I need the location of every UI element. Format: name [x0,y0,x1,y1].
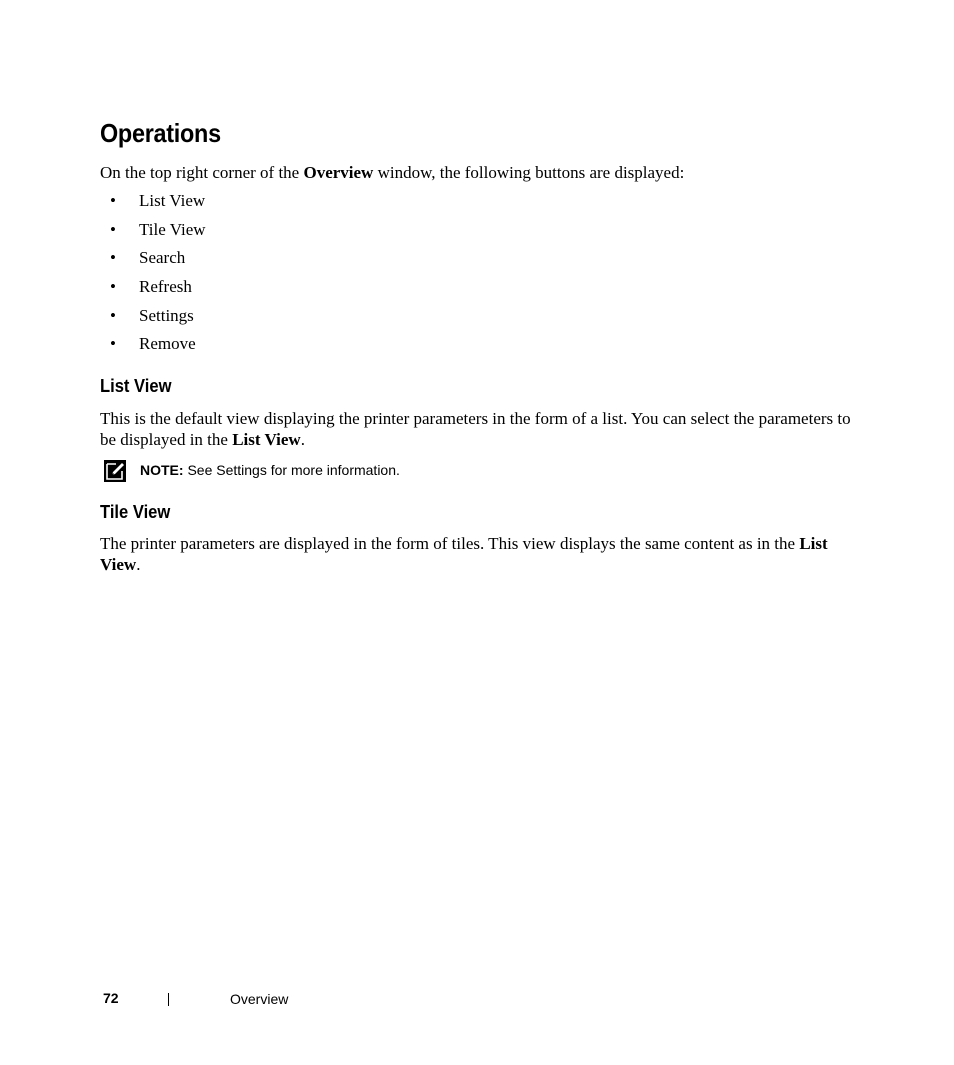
page-title: Operations [100,118,221,148]
intro-text-bold: Overview [303,163,374,182]
list-view-paragraph [100,408,860,450]
list-item-label: List View [139,191,206,210]
section-heading-list-view: List View [100,376,172,396]
button-list [100,190,206,362]
note-text [140,461,400,479]
intro-text-before: On the top right corner of the [100,163,304,182]
tile-view-text-after: . [136,555,141,574]
list-item-label: Search [139,248,186,268]
section-heading-tile-view: Tile View [100,502,171,522]
list-view-text-after: . [300,430,305,449]
list-item [100,247,206,276]
list-item [100,190,206,219]
footer-divider [168,993,169,1006]
intro-text-after: window, the following buttons are displayed: [373,163,685,182]
note-body: See Settings for more information. [183,462,400,478]
bullet-marker: • [110,305,116,325]
list-item-label: Settings [139,305,194,325]
list-item [100,276,206,305]
list-item [100,333,206,362]
tile-view-paragraph [100,533,870,575]
list-item-label: Remove [139,334,196,354]
list-item [100,219,206,248]
page-number: 72 [103,990,119,1006]
tile-view-text-before: The printer parameters are displayed in the form of tiles. This view displays the same content as in the [100,534,800,553]
bullet-marker: • [110,334,116,354]
tile-view-text-bold: List View [100,534,828,574]
bullet-marker: • [110,219,116,239]
list-item-label: Refresh [139,277,192,297]
list-view-text-before: This is the default view displaying the printer parameters in the form of a list. You can select the parameters to be displayed in the [100,409,851,449]
intro-paragraph [100,162,684,183]
bullet-marker: • [110,191,116,210]
bullet-marker: • [110,277,116,297]
bullet-marker: • [110,248,116,268]
pencil-note-icon [104,460,126,482]
list-item [100,305,206,334]
footer-section-title: Overview [230,991,289,1007]
list-view-text-bold: List View [232,430,301,449]
list-item-label: Tile View [139,219,206,239]
note-label: NOTE: [140,462,184,478]
page-footer [0,990,954,1010]
